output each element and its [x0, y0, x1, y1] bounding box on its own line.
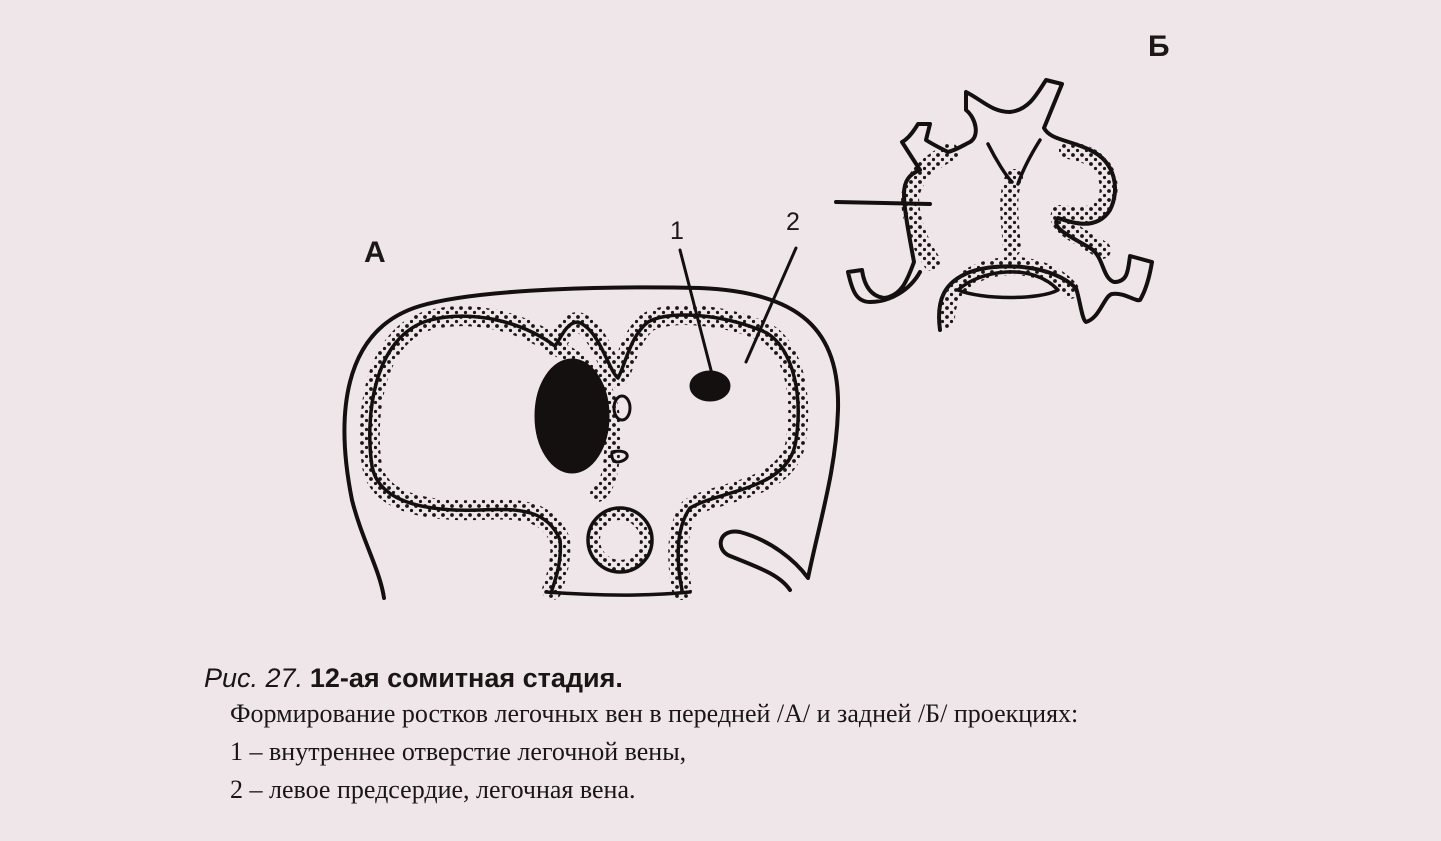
lower-dotted-ring	[594, 514, 646, 566]
panel-b-label: Б	[1148, 30, 1170, 63]
figure-caption	[204, 661, 1384, 809]
caption-item-1: 1 – внутреннее отверстие легочной вены,	[230, 737, 687, 766]
dark-foramen	[536, 360, 608, 472]
marker-2-label: 2	[786, 208, 800, 236]
base-line	[546, 592, 690, 595]
caption-prefix: Рис. 27.	[204, 663, 304, 693]
pulmonary-vein-opening	[691, 372, 729, 400]
marker-1-label: 1	[670, 217, 684, 245]
panel-b-drawing	[836, 80, 1152, 330]
caption-title-line	[204, 661, 1384, 695]
caption-description: Формирование ростков легочных вен в передней /А/ и задней /Б/ проекциях:	[230, 699, 1079, 728]
panel-a-drawing	[344, 248, 838, 598]
caption-title: 12-ая сомитная стадия.	[309, 663, 623, 693]
panel-a-label: А	[364, 236, 386, 269]
leader-line-b	[836, 202, 930, 204]
caption-item-2: 2 – левое предсердие, легочная вена.	[230, 775, 636, 804]
